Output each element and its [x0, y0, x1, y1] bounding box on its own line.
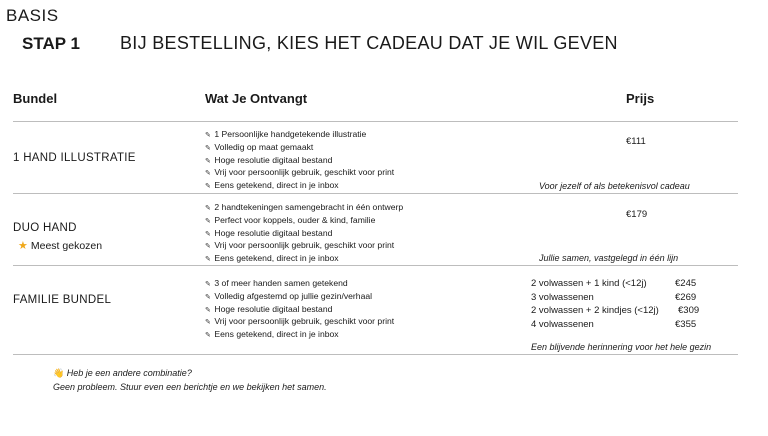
- feature-item: ✎ 3 of meer handen samen getekend: [205, 278, 394, 291]
- feature-item: ✎ Vrij voor persoonlijk gebruik, geschikt voor print: [205, 316, 394, 329]
- tagline-familie: Een blijvende herinnering voor het hele gezin: [531, 342, 712, 352]
- bundle-name-familie: FAMILIE BUNDEL: [13, 294, 112, 306]
- popular-badge: ★ Meest gekozen: [18, 240, 103, 252]
- divider: [13, 354, 738, 355]
- pencil-icon: ✎: [205, 144, 211, 152]
- column-header-price: Prijs: [626, 91, 655, 106]
- feature-item: ✎ Hoge resolutie digitaal bestand: [205, 304, 394, 317]
- feature-item: ✎ Eens getekend, direct in je inbox: [205, 180, 394, 193]
- tagline-duo-hand: Jullie samen, vastgelegd in één lijn: [539, 253, 679, 263]
- feature-item: ✎ 1 Persoonlijke handgetekende illustratie: [205, 129, 394, 142]
- divider: [13, 193, 738, 194]
- tagline-1-hand: Voor jezelf of als betekenisvol cadeau: [539, 181, 690, 191]
- pencil-icon: ✎: [205, 332, 211, 340]
- feature-list-duo-hand: [205, 202, 403, 266]
- familie-price-list: [531, 277, 699, 331]
- bundle-name-duo-hand: DUO HAND: [13, 222, 77, 234]
- footer-note: [53, 367, 327, 394]
- pencil-icon: ✎: [205, 256, 211, 264]
- pencil-icon: ✎: [205, 183, 211, 191]
- feature-item: ✎ Eens getekend, direct in je inbox: [205, 253, 403, 266]
- step-label: STAP 1: [22, 34, 80, 53]
- pencil-icon: ✎: [205, 217, 211, 225]
- feature-item: ✎ Eens getekend, direct in je inbox: [205, 329, 394, 342]
- column-header-contents: Wat Je Ontvangt: [205, 91, 308, 106]
- price-1-hand: €111: [626, 136, 646, 147]
- bundle-name-1-hand: 1 HAND ILLUSTRATIE: [13, 152, 136, 164]
- pencil-icon: ✎: [205, 132, 211, 139]
- price-option: 2 volwassen + 1 kind (<12j) €245: [531, 278, 697, 289]
- footer-question: Heb je een andere combinatie?: [66, 368, 192, 378]
- pencil-icon: ✎: [205, 319, 211, 327]
- price-duo-hand: €179: [626, 209, 648, 220]
- feature-item: ✎ Volledig afgestemd op jullie gezin/verhaal: [205, 291, 394, 304]
- price-option: 3 volwassenen €269: [531, 291, 697, 303]
- feature-item: ✎ Hoge resolutie digitaal bestand: [205, 228, 403, 241]
- price-option: 2 volwassen + 2 kindjes (<12j) €309: [531, 305, 700, 317]
- pencil-icon: ✎: [205, 306, 211, 314]
- feature-item: ✎ Vrij voor persoonlijk gebruik, geschikt voor print: [205, 167, 394, 180]
- feature-item: ✎ Volledig op maat gemaakt: [205, 142, 394, 155]
- pencil-icon: ✎: [205, 293, 211, 301]
- pencil-icon: ✎: [205, 157, 211, 165]
- waving-hand-icon: 👋: [53, 368, 65, 378]
- pencil-icon: ✎: [205, 281, 211, 288]
- section-label: BASIS: [6, 6, 59, 25]
- feature-item: ✎ Hoge resolutie digitaal bestand: [205, 155, 394, 168]
- footer-answer: Geen probleem. Stuur even een berichtje en we bekijken het samen.: [53, 381, 327, 392]
- feature-list-1-hand: [205, 129, 394, 193]
- divider: [13, 121, 738, 122]
- price-option: 4 volwassenen €355: [531, 318, 697, 330]
- divider: [13, 265, 738, 266]
- pencil-icon: ✎: [205, 243, 211, 251]
- feature-item: ✎ 2 handtekeningen samengebracht in één ontwerp: [205, 202, 403, 215]
- column-header-bundle: Bundel: [13, 91, 58, 106]
- feature-item: ✎ Vrij voor persoonlijk gebruik, geschikt voor print: [205, 240, 403, 253]
- feature-list-familie: [205, 278, 394, 342]
- page-title: BIJ BESTELLING, KIES HET CADEAU DAT JE WIL GEVEN: [120, 33, 618, 53]
- pencil-icon: ✎: [205, 230, 211, 238]
- pencil-icon: ✎: [205, 205, 211, 212]
- feature-item: ✎ Perfect voor koppels, ouder & kind, familie: [205, 215, 403, 228]
- star-icon: ★: [18, 240, 28, 252]
- pencil-icon: ✎: [205, 170, 211, 178]
